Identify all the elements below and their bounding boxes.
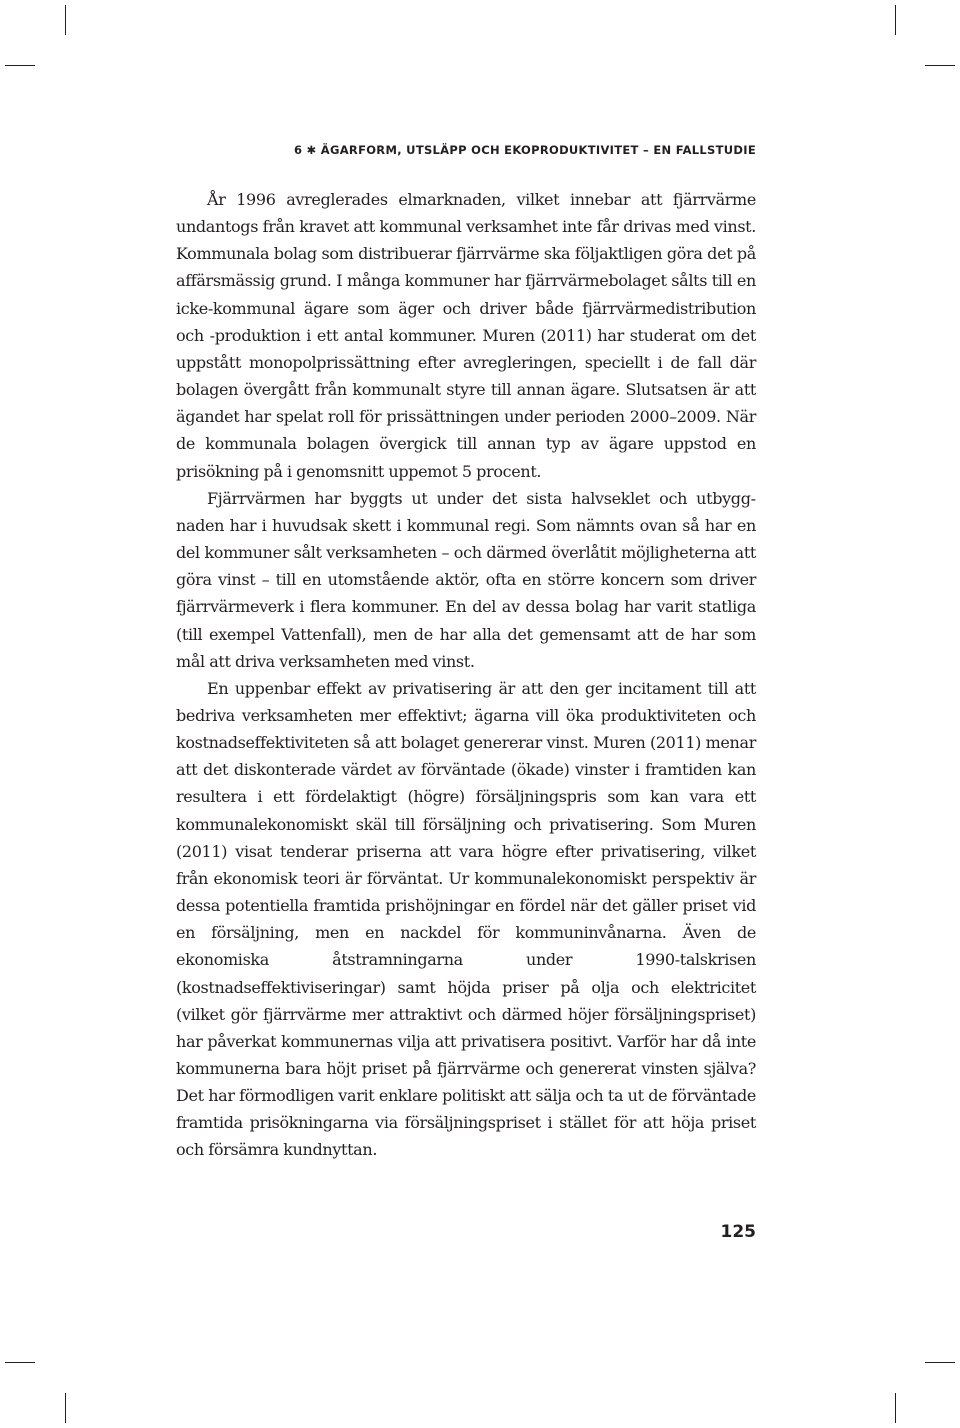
crop-mark-bottom-left-vertical bbox=[65, 1393, 66, 1423]
crop-mark-top-left-horizontal bbox=[5, 65, 35, 66]
crop-mark-top-right-vertical bbox=[895, 5, 896, 35]
paragraph-2: Fjärrvärmen har byggts ut under det sista halvseklet och utbyggnaden har i huvudsak skett i kommunal regi. Som nämnts ovan så har en del kommuner sålt verksamheten – och därmed överlåtit möjligheterna att göra vinst – till en utomstående aktör, ofta en större koncern som driver fjärrvärmeverk i flera kommuner. En del av dessa bolag har varit statliga (till exempel Vattenfall), men de har alla det gemensamt att de har som mål att driva verksamheten med vinst. bbox=[176, 488, 756, 671]
body-text bbox=[176, 186, 756, 1164]
page-number: 125 bbox=[720, 1222, 756, 1242]
paragraph-3: En uppenbar effekt av privatisering är att den ger incitament till att bedriva verksamheten mer effektivt; ägarna vill öka produktiviteten och kostnadseffektiviteten så att bolaget genererar vinst. Muren (2011) menar att det diskonterade värdet av förväntade (ökade) vinster i framtiden kan resultera i ett fördelaktigt (högre) försäljningspris som kan vara ett kommunalekonomiskt skäl till försäljning och privatisering. Som Muren (2011) visat tenderar priserna att vara högre efter privatisering, vilket från ekonomisk teori är förväntat. Ur kommunalekonomiskt perspektiv är dessa potentiella framtida prishöjningar en fördel när det gäller priset vid en försäljning, men en nackdel för kommuninvånarna. Även de ekonomiska åtstramningarna under 1990-talskrisen (kostnadseffektiviseringar) samt höjda priser på olja och elektricitet (vilket gör fjärrvärme mer attraktivt och därmed höjer försäljningspriset) har påverkat kommunernas vilja att privatisera positivt. Varför har då inte kommunerna bara höjt priset på fjärrvärme och genererat vinsten själva? Det har förmodligen varit enklare politiskt att sälja och ta ut de förväntade framtida prisökningarna via försäljningspriset i stället för att höja priset och försämra kundnyttan. bbox=[176, 678, 756, 1160]
paragraph-1: År 1996 avreglerades elmarknaden, vilket innebar att fjärrvärme undantogs från kravet att kommunal verksamhet inte får drivas med vinst. Kommunala bolag som distribuerar fjärrvärme ska följaktligen göra det på affärsmässig grund. I många kommuner har fjärrvärmebolaget sålts till en icke-kommunal ägare som äger och driver både fjärrvärmedistribution och -produktion i ett antal kommuner. Muren (2011) har studerat om det uppstått monopolprissättning efter avregleringen, speciellt i de fall där bolagen övergått från kommunalt styre till annan ägare. Slutsatsen är att ägandet har spelat roll för prissättningen under perioden 2000–2009. När de kommunala bolagen övergick till annan typ av ägare uppstod en prisökning på i genomsnitt uppemot 5 procent. bbox=[176, 190, 756, 481]
running-head: 6 ✱ ÄGARFORM, UTSLÄPP OCH EKOPRODUKTIVITET – EN FALLSTUDIE bbox=[293, 143, 756, 157]
crop-mark-bottom-right-vertical bbox=[895, 1393, 896, 1423]
crop-mark-top-left-vertical bbox=[65, 5, 66, 35]
crop-mark-bottom-right-horizontal bbox=[925, 1362, 955, 1363]
crop-mark-bottom-left-horizontal bbox=[5, 1362, 35, 1363]
crop-mark-top-right-horizontal bbox=[925, 65, 955, 66]
